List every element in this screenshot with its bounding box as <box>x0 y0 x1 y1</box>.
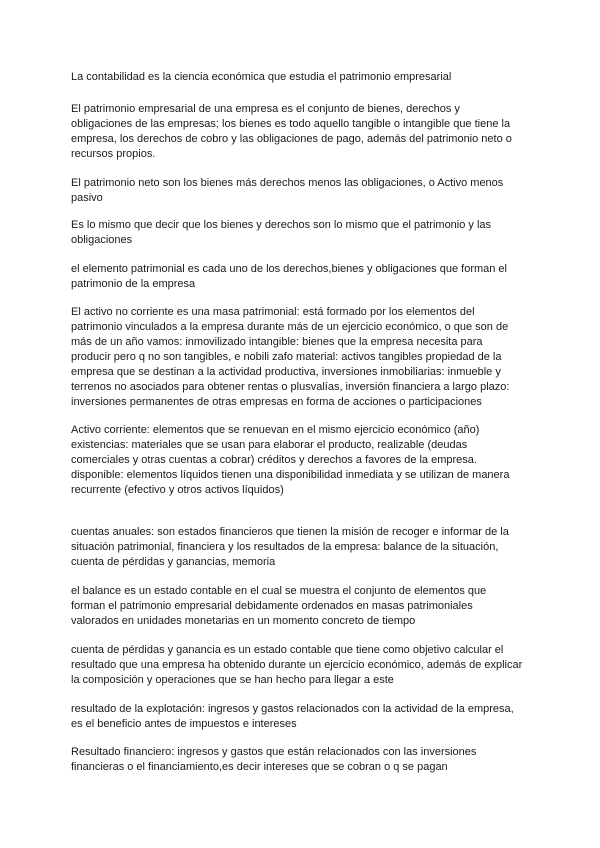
paragraph-bienes-derechos <box>71 218 533 248</box>
text-line: el balance es un estado contable en el cual se muestra el conjunto de elementos que <box>71 585 487 597</box>
text-line: resultado que una empresa ha obtenido durante un ejercicio económico, además de explicar <box>71 659 523 671</box>
text-line: disponible: elementos líquidos tienen una disponibilidad inmediata y se utilizan de manera <box>71 469 510 481</box>
text-line: obligaciones de las empresas; los bienes es todo aquello tangible o intangible que tiene la <box>71 118 511 130</box>
text-line: cuentas anuales: son estados financieros que tienen la misión de recoger e informar de la <box>71 526 509 538</box>
text-line: forman el patrimonio empresarial debidamente ordenados en masas patrimoniales <box>71 600 473 612</box>
text-line: empresa que se destinan a la actividad productiva, inversiones inmobiliarias: inmueble y <box>71 366 501 378</box>
text-line: empresa, los derechos de cobro y las obligaciones de pago, además del patrimonio neto o <box>71 133 512 145</box>
text-line: resultado de la explotación: ingresos y gastos relacionados con la actividad de la empresa, <box>71 703 514 715</box>
text-line: situación patrimonial, financiera y los resultados de la empresa: balance de la situación, <box>71 541 499 553</box>
text-line: terrenos no asociados para obtener rentas o plusvalías, inversión financiera a largo plazo: <box>71 381 510 393</box>
paragraph-resultado-explotacion <box>71 702 533 732</box>
text-line: patrimonio de la empresa <box>71 278 196 290</box>
paragraph-activo-no-corriente <box>71 305 533 410</box>
paragraph-resultado-financiero <box>71 745 533 775</box>
text-line: El activo no corriente es una masa patrimonial: está formado por los elementos del <box>71 306 475 318</box>
text-line: financieras o el financiamiento,es decir intereses que se cobran o q se pagan <box>71 761 448 773</box>
text-line: Resultado financiero: ingresos y gastos que están relacionados con las inversiones <box>71 746 477 758</box>
text-line: la composición y operaciones que se han hecho para llegar a este <box>71 674 394 686</box>
paragraph-balance <box>71 584 533 629</box>
text-line: Es lo mismo que decir que los bienes y derechos son lo mismo que el patrimonio y las <box>71 219 492 231</box>
text-line: obligaciones <box>71 234 133 246</box>
paragraph-cuentas-anuales <box>71 525 533 570</box>
text-line: El patrimonio neto son los bienes más derechos menos las obligaciones, o Activo menos <box>71 177 504 189</box>
text-line: recurrente (efectivo y otros activos líquidos) <box>71 484 284 496</box>
paragraph-perdidas-ganancias <box>71 643 533 688</box>
text-line: el elemento patrimonial es cada uno de los derechos,bienes y obligaciones que forman el <box>71 263 507 275</box>
text-line: cuenta de pérdidas y ganancia es un estado contable que tiene como objetivo calcular el <box>71 644 504 656</box>
paragraph-activo-corriente <box>71 423 533 498</box>
text-line: existencias: materiales que se usan para elaborar el producto, realizable (deudas <box>71 439 468 451</box>
text-line: es el beneficio antes de impuestos e intereses <box>71 718 297 730</box>
text-line: recursos propios. <box>71 148 156 160</box>
paragraph-elemento-patrimonial <box>71 262 533 292</box>
text-line: El patrimonio empresarial de una empresa es el conjunto de bienes, derechos y <box>71 103 460 115</box>
text-line: cuenta de pérdidas y ganancias, memoria <box>71 556 276 568</box>
text-line: Activo corriente: elementos que se renuevan en el mismo ejercicio económico (año) <box>71 424 480 436</box>
text-line: inversiones permanentes de otras empresas en forma de acciones o participaciones <box>71 396 482 408</box>
text-line: más de un año vamos: inmovilizado intangible: bienes que la empresa necesita para <box>71 336 483 348</box>
text-line: producir pero q no son tangibles, e nobili zafo material: activos tangibles propiedad de la <box>71 351 502 363</box>
paragraph-patrimonio-empresarial <box>71 102 533 162</box>
text-line: comerciales y otras cuentas a cobrar) créditos y derechos a favores de la empresa. <box>71 454 477 466</box>
text-line: pasivo <box>71 192 103 204</box>
text-line: valorados en unidades monetarias en un momento concreto de tiempo <box>71 615 416 627</box>
text-line: patrimonio vinculados a la empresa durante más de un ejercicio económico, o que son de <box>71 321 509 333</box>
paragraph-contabilidad <box>71 70 533 85</box>
paragraph-patrimonio-neto <box>71 176 533 206</box>
text-line: La contabilidad es la ciencia económica que estudia el patrimonio empresarial <box>71 71 452 83</box>
